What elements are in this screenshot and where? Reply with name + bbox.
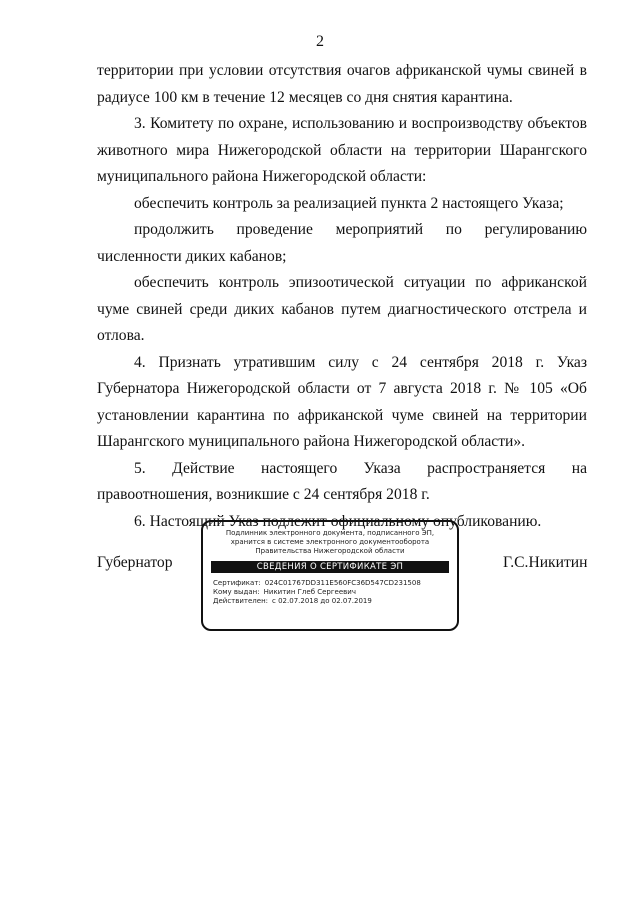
paragraph-continuation: территории при условии отсутствия очагов африканской чумы свиней в радиусе 100 км в течение 12 месяцев со дня снятия карантина. [97, 62, 587, 106]
paragraph-subitem-control: обеспечить контроль за реализацией пункта 2 настоящего Указа; [134, 194, 564, 212]
stamp-certificate-row [213, 579, 457, 588]
paragraph-subitem-regulation: продолжить проведение мероприятий по регулированию численности диких кабанов; [97, 221, 587, 265]
stamp-certificate-header: СВЕДЕНИЯ О СЕРТИФИКАТЕ ЭП [211, 561, 449, 573]
page-number: 2 [316, 33, 324, 50]
signer-name: Г.С.Никитин [503, 554, 588, 571]
stamp-valid-label: Действителен: [213, 597, 269, 605]
stamp-issued-row [213, 588, 457, 597]
document-body [97, 58, 587, 535]
stamp-cert-label: Сертификат: [213, 579, 261, 587]
stamp-issued-value: Никитин Глеб Сергеевич [263, 588, 356, 596]
electronic-signature-stamp [201, 520, 459, 631]
stamp-valid-value: с 02.07.2018 до 02.07.2019 [272, 597, 372, 605]
paragraph-item-5: 5. Действие настоящего Указа распространяется на правоотношения, возникшие с 24 сентября 2018 г. [97, 459, 587, 503]
signer-position: Губернатор [97, 554, 173, 571]
stamp-issued-label: Кому выдан: [213, 588, 260, 596]
stamp-cert-value: 024C01767DD311E560FC36D547CD231508 [264, 579, 421, 587]
paragraph-item-4: 4. Признать утратившим силу с 24 сентября 2018 г. Указ Губернатора Нижегородской области от 7 августа 2018 г. № 105 «Об установлении карантина по африканской чуме свиней на территории Шарангского муниципального района Нижегородской области». [97, 353, 587, 450]
stamp-caption [203, 529, 457, 556]
stamp-caption-line: хранится в системе электронного документооборота [230, 538, 430, 546]
stamp-caption-line: Правительства Нижегородской области [255, 547, 405, 555]
paragraph-item-6: 6. Настоящий Указ подлежит официальному опубликованию. [134, 512, 542, 530]
stamp-valid-row [213, 597, 457, 606]
paragraph-subitem-epizootic: обеспечить контроль эпизоотической ситуации по африканской чуме свиней среди диких кабанов путем диагностического отстрела и отлова. [97, 274, 587, 344]
paragraph-item-3: 3. Комитету по охране, использованию и воспроизводству объектов животного мира Нижегородской области на территории Шарангского муниципального района Нижегородской области: [97, 115, 587, 185]
stamp-caption-line: Подлинник электронного документа, подписанного ЭП, [225, 529, 435, 537]
